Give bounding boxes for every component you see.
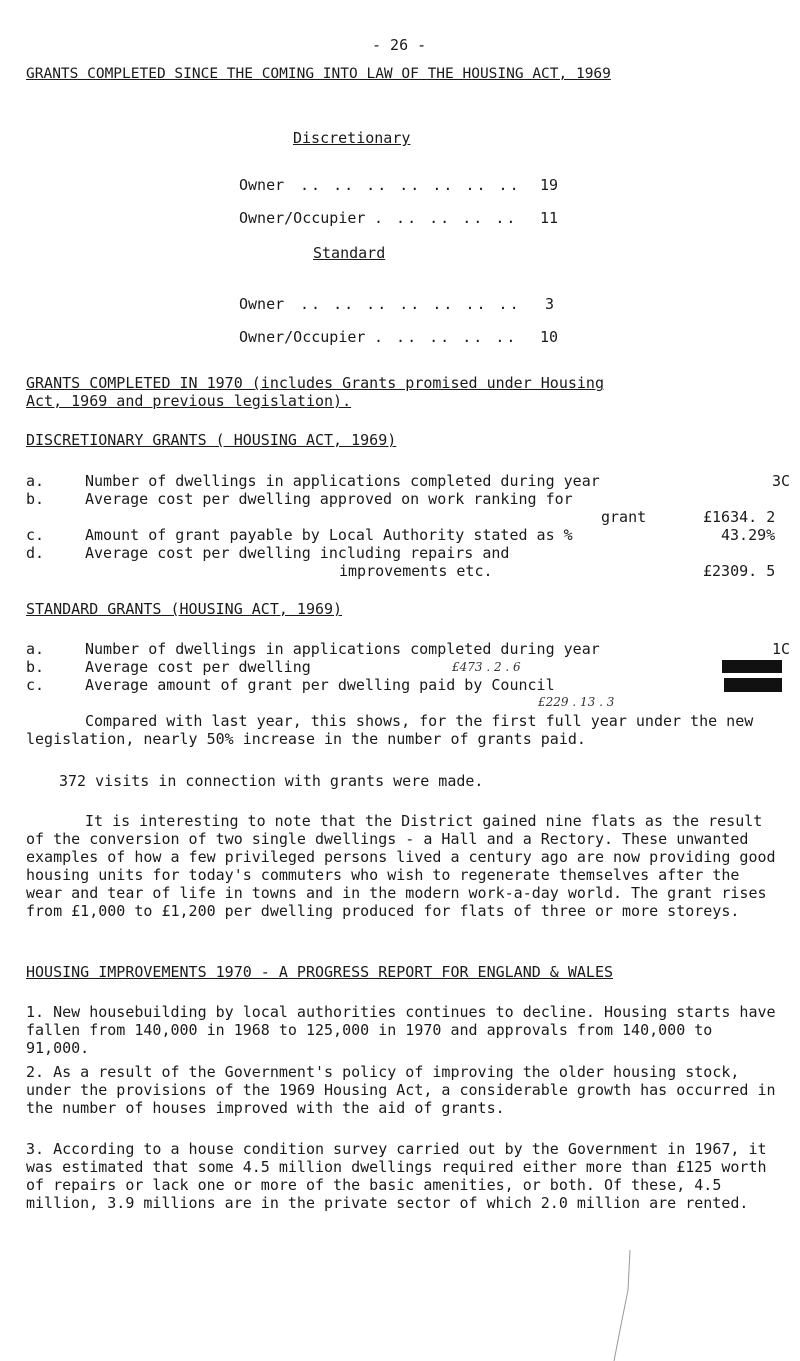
row-leader: .. .. .. .. .. .. .. [300,176,521,194]
item-text: Average cost per dwelling approved on work ranking for [85,490,573,508]
row-label: Owner/Occupier [239,209,366,227]
grants-1970-heading-line1: GRANTS COMPLETED IN 1970 (includes Grants promised under Housing [26,374,604,392]
item-value: 43.29% [721,526,776,544]
item-letter: c. [26,526,45,544]
row-leader: .. .. .. .. .. .. .. [300,295,521,313]
row-label: Owner/Occupier [239,328,366,346]
row-value: 19 [540,176,559,194]
page-number: - 26 - [372,36,427,54]
item-letter: a. [26,640,45,658]
section-heading-grants-since-act: GRANTS COMPLETED SINCE THE COMING INTO LAW OF THE HOUSING ACT, 1969 [26,66,611,82]
item-text: Amount of grant payable by Local Authority stated as % [85,526,573,544]
improvements-paragraph-2: 2. As a result of the Government's policy of improving the older housing stock, under the provisions of the 1969 Housing Act, a considerable growth has occurred in the number of houses improved with the aid of grants. [26,1063,776,1117]
row-label: Owner [239,295,285,313]
item-value: £1634. 2 [703,508,776,526]
redaction-bar [724,678,782,692]
item-text-line2: grant [601,508,647,526]
grants-1970-heading-line2: Act, 1969 and previous legislation). [26,392,352,410]
comparison-paragraph: Compared with last year, this shows, for the first full year under the new legislation, nearly 50% increase in the number of grants paid. [26,712,754,748]
item-text: Number of dwellings in applications completed during year [85,640,600,658]
discretionary-title: Discretionary [293,129,411,147]
item-value: £2309. 5 [703,562,776,580]
housing-improvements-heading: HOUSING IMPROVEMENTS 1970 - A PROGRESS REPORT FOR ENGLAND & WALES [26,963,613,981]
conversion-paragraph: It is interesting to note that the District gained nine flats as the result of the conversion of two single dwellings - a Hall and a Rectory. These unwanted examples of how a few privileged persons lived a century ago are now providing good housing units for today's commuters who wish to regenerate themselves after the wear and tear of life in towns and in the modern work-a-day world. The grant rises from £1,000 to £1,200 per dwelling produced for flats of three or more storeys. [26,812,776,920]
handwritten-amount: £473 . 2 . 6 [452,660,521,674]
handwritten-amount: £229 . 13 . 3 [538,695,615,709]
item-letter: c. [26,676,45,694]
discretionary-grants-heading: DISCRETIONARY GRANTS ( HOUSING ACT, 1969) [26,431,397,449]
row-leader: . .. .. .. .. [374,209,518,227]
row-leader: . .. .. .. .. [374,328,518,346]
item-value: 1C [772,640,791,658]
standard-grants-heading: STANDARD GRANTS (HOUSING ACT, 1969) [26,600,343,618]
item-text: Average cost per dwelling including repairs and [85,544,510,562]
item-text-line2: improvements etc. [339,562,493,580]
redaction-bar [722,660,782,673]
improvements-paragraph-1: 1. New housebuilding by local authorities continues to decline. Housing starts have fallen from 140,000 in 1968 to 125,000 in 1970 and approvals from 140,000 to 91,000. [26,1003,776,1057]
item-letter: b. [26,658,45,676]
row-value: 3 [545,295,555,313]
visits-line: 372 visits in connection with grants were made. [59,772,484,790]
item-letter: d. [26,544,45,562]
pencil-mark [600,1250,640,1361]
row-value: 11 [540,209,559,227]
item-text: Number of dwellings in applications completed during year [85,472,600,490]
row-label: Owner [239,176,285,194]
item-value: 3C [772,472,791,490]
row-value: 10 [540,328,559,346]
item-text: Average amount of grant per dwelling paid by Council [85,676,555,694]
standard-title: Standard [313,244,386,262]
item-text: Average cost per dwelling [85,658,311,676]
item-letter: a. [26,472,45,490]
item-letter: b. [26,490,45,508]
improvements-paragraph-3: 3. According to a house condition survey carried out by the Government in 1967, it was estimated that some 4.5 million dwellings required either more than £125 worth of repairs or lack one or more of the basic amenities, or both. Of these, 4.5 million, 3.9 millions are in the private sector of which 2.0 million are rented. [26,1140,767,1212]
